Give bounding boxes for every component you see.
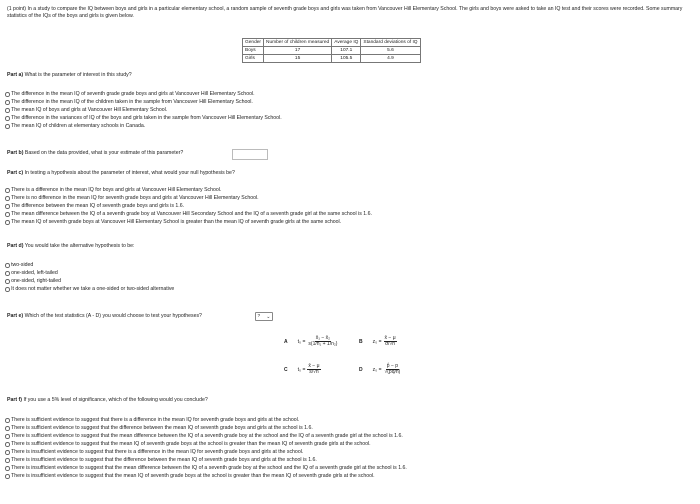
option-label: There is insufficient evidence to suggest that the mean IQ of seventh grade boys at the school is greater than the mean IQ of seventh grade girls at the school. — [11, 473, 375, 479]
option-label: The mean IQ of children at elementary schools in Canada. — [11, 123, 146, 129]
table-cell: 105.5 — [332, 55, 361, 63]
option-label: one-sided, left-tailed — [11, 270, 58, 276]
formula-label: B — [359, 338, 363, 345]
formula-numerator: x̄ − μ — [308, 363, 320, 369]
option-label: There is insufficient evidence to suggest that the difference between the mean IQ of seventh grade boys and girls at the school is 1.6. — [11, 457, 317, 463]
table-cell: 107.1 — [332, 47, 361, 55]
part-c-question — [7, 170, 235, 177]
table-cell: Boys — [243, 47, 264, 55]
table-cell: 5.6 — [361, 47, 420, 55]
radio-button[interactable] — [5, 474, 10, 479]
formula-numerator: p̂ − p — [386, 363, 399, 369]
option-label: The mean IQ of seventh grade boys at Vancouver Hill Elementary School is greater than the mean IQ of seventh grade girls at the same school. — [11, 219, 342, 225]
formula-label: A — [284, 338, 288, 345]
formula-lhs: z₀ = — [372, 366, 382, 373]
part-b-label: Part b) — [7, 150, 24, 156]
table-header: Standard deviations of IQ — [361, 39, 420, 47]
part-f-option[interactable] — [5, 441, 371, 448]
option-label: The difference between the mean IQ of seventh grade boys and girls is 1.6. — [11, 203, 185, 209]
formula-lhs: t₀ = — [297, 366, 306, 373]
option-label: The difference in the variances of IQ of the boys and girls taken in the sample from Vancouver Hill Elementary School. — [11, 115, 282, 121]
part-c-text: In testing a hypothesis about the parameter of interest, what would your null hypothesis be? — [24, 170, 235, 176]
part-c-label: Part c) — [7, 170, 24, 176]
option-label: There is sufficient evidence to suggest that the difference between the mean IQ of seventh grade boys and girls at the school is 1.6. — [11, 425, 313, 431]
problem-intro: (1 point) In a study to compare the IQ between boys and girls in a particular elementary school, a random sample of seventh grade boys and girls was taken from Vancouver Hill Elementary School. The girls and boys were asked to take an IQ test and their scores were recorded. Some summary statistics of the IQs of the boys and girls is given below. — [7, 6, 683, 19]
part-f-question — [7, 397, 208, 404]
radio-button[interactable] — [5, 466, 10, 471]
part-f-option[interactable] — [5, 473, 375, 480]
part-c-option[interactable] — [5, 203, 184, 210]
formula-b — [359, 336, 397, 347]
option-label: There is insufficient evidence to suggest that there is a difference in the mean IQ for seventh grade boys and girls at the school. — [11, 449, 304, 455]
formula-denominator: √(pq/n) — [384, 369, 401, 375]
radio-button[interactable] — [5, 116, 10, 121]
radio-button[interactable] — [5, 271, 10, 276]
select-value: ? — [257, 314, 261, 319]
formula-fraction — [307, 336, 338, 347]
option-label: There is a difference in the mean IQ for boys and girls at Vancouver Hill Elementary School. — [11, 187, 222, 193]
part-d-option[interactable] — [5, 262, 33, 269]
part-e-question — [7, 313, 202, 320]
formula-denominator: s(1/n₁ + 1/n₂) — [308, 341, 338, 347]
part-d-question — [7, 243, 134, 250]
part-b-question — [7, 150, 183, 157]
table-row — [243, 55, 421, 63]
part-b-text: Based on the data provided, what is your estimate of this parameter? — [24, 150, 184, 156]
formula-a — [284, 336, 338, 347]
radio-button[interactable] — [5, 426, 10, 431]
table-cell: 4.9 — [361, 55, 420, 63]
part-f-text: If you use a 5% level of significance, which of the following would you conclude? — [23, 397, 208, 403]
option-label: The mean difference between the IQ of a seventh grade boy at Vancouver Hill Secondary School and the IQ of a seventh grade girl at the same school is 1.6. — [11, 211, 372, 217]
part-d-option[interactable] — [5, 278, 61, 285]
option-label: There is insufficient evidence to suggest that the mean difference between the IQ of a seventh grade boy at the school and the IQ of a seventh grade girl at the school is 1.6. — [11, 465, 407, 471]
formula-denominator: s/√n — [309, 369, 319, 375]
part-a-label: Part a) — [7, 72, 24, 78]
part-a-text: What is the parameter of interest in this study? — [24, 72, 132, 78]
formula-lhs: z₀ = — [372, 338, 382, 345]
radio-button[interactable] — [5, 287, 10, 292]
option-label: There is sufficient evidence to suggest that there is a difference in the mean IQ for seventh grade boys and girls at the school. — [11, 417, 300, 423]
part-a-option[interactable] — [5, 107, 167, 114]
radio-button[interactable] — [5, 92, 10, 97]
chevron-down-icon: ⌄ — [266, 313, 271, 320]
formula-d — [359, 364, 401, 375]
part-f-option[interactable] — [5, 425, 313, 432]
formula-lhs: t₀ = — [297, 338, 306, 345]
radio-button[interactable] — [5, 100, 10, 105]
part-f-option[interactable] — [5, 417, 299, 424]
formula-c — [284, 364, 321, 375]
table-header-row — [243, 39, 421, 47]
part-f-option[interactable] — [5, 433, 403, 440]
formula-label: D — [359, 366, 363, 373]
part-d-label: Part d) — [7, 243, 24, 249]
radio-button[interactable] — [5, 212, 10, 217]
table-cell: Girls — [243, 55, 264, 63]
summary-statistics-table — [242, 38, 421, 63]
radio-button[interactable] — [5, 263, 10, 268]
part-a-option[interactable] — [5, 123, 145, 130]
formula-fraction — [384, 364, 402, 375]
part-d-text: You would take the alternative hypothesis to be: — [24, 243, 135, 249]
radio-button[interactable] — [5, 124, 10, 129]
test-statistic-select[interactable] — [255, 312, 273, 321]
option-label: It does not matter whether we take a one-sided or two-sided alternative — [11, 286, 175, 292]
part-c-option[interactable] — [5, 211, 372, 218]
radio-button[interactable] — [5, 450, 10, 455]
formula-numerator: x̄₁ − x̄₂ — [315, 335, 331, 341]
part-a-option[interactable] — [5, 99, 253, 106]
part-d-option[interactable] — [5, 270, 58, 277]
part-f-label: Part f) — [7, 397, 22, 403]
radio-button[interactable] — [5, 434, 10, 439]
table-cell: 15 — [264, 55, 332, 63]
radio-button[interactable] — [5, 279, 10, 284]
table-header: Number of children measured — [264, 39, 332, 47]
part-c-option[interactable] — [5, 187, 221, 194]
radio-button[interactable] — [5, 204, 10, 209]
radio-button[interactable] — [5, 196, 10, 201]
option-label: There is sufficient evidence to suggest that the mean difference between the IQ of a seventh grade boy at the school and the IQ of a seventh grade girl at the school is 1.6. — [11, 433, 403, 439]
option-label: two-sided — [11, 262, 34, 268]
part-c-option[interactable] — [5, 195, 259, 202]
part-a-option[interactable] — [5, 115, 282, 122]
formula-label: C — [284, 366, 288, 373]
part-f-option[interactable] — [5, 465, 407, 472]
formula-denominator: σ/√n — [385, 341, 396, 347]
option-label: There is sufficient evidence to suggest that the mean IQ of seventh grade boys at the school is greater than the mean IQ of seventh grade girls at the school. — [11, 441, 371, 447]
part-f-option[interactable] — [5, 449, 303, 456]
radio-button[interactable] — [5, 442, 10, 447]
table-row — [243, 47, 421, 55]
table-header: Average IQ — [332, 39, 361, 47]
part-c-option[interactable] — [5, 219, 341, 226]
radio-button[interactable] — [5, 220, 10, 225]
formula-numerator: x̄ − μ — [384, 335, 396, 341]
option-label: one-sided, right-tailed — [11, 278, 61, 284]
part-a-question — [7, 72, 132, 79]
radio-button[interactable] — [5, 458, 10, 463]
radio-button[interactable] — [5, 108, 10, 113]
table-header: Gender — [243, 39, 264, 47]
part-a-option[interactable] — [5, 91, 255, 98]
radio-button[interactable] — [5, 188, 10, 193]
option-label: The mean IQ of boys and girls at Vancouver Hill Elementary School. — [11, 107, 168, 113]
estimate-input[interactable] — [232, 149, 268, 160]
formula-fraction — [307, 364, 320, 375]
option-label: The difference in the mean IQ of seventh grade grade boys and girls at Vancouver Hill Elementary School. — [11, 91, 255, 97]
part-e-text: Which of the test statistics (A - D) you would choose to test your hypotheses? — [24, 313, 202, 319]
formula-fraction — [384, 336, 397, 347]
part-f-option[interactable] — [5, 457, 317, 464]
part-e-label: Part e) — [7, 313, 24, 319]
radio-button[interactable] — [5, 418, 10, 423]
table-cell: 17 — [264, 47, 332, 55]
option-label: There is no difference in the mean IQ for seventh grade boys and girls at Vancouver Hill Elementary School. — [11, 195, 259, 201]
part-d-option[interactable] — [5, 286, 174, 293]
option-label: The difference in the mean IQ of the children taken in the sample from Vancouver Hill Elementary School. — [11, 99, 253, 105]
